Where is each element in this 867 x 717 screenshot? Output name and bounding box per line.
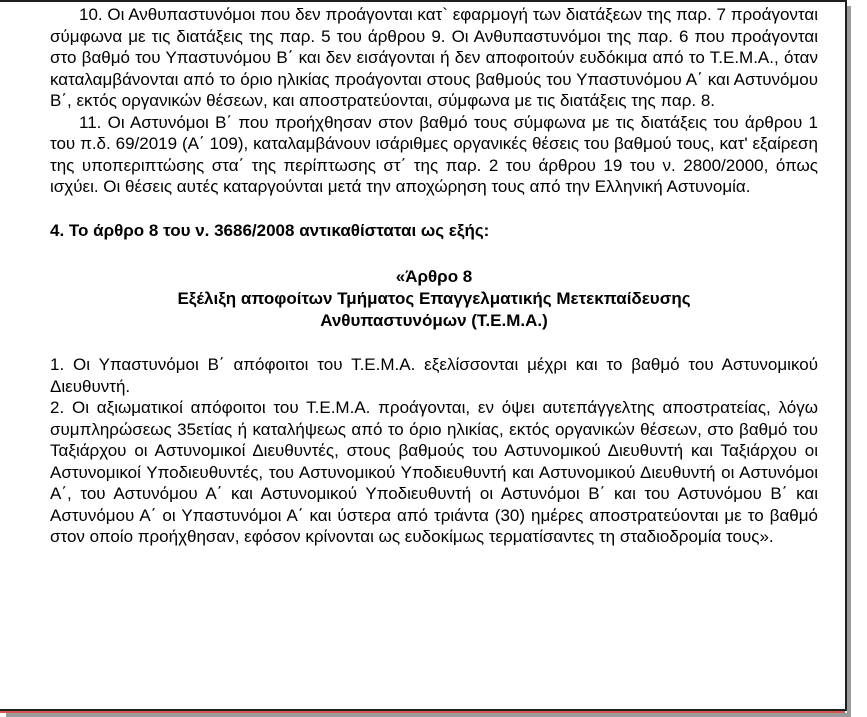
- paragraph-10: 10. Οι Ανθυπαστυνόμοι που δεν προάγονται κατ` εφαρμογή των διατάξεων της παρ. 7 προάγονται σύμφωνα με τις διατάξεις της παρ. 5 του άρθρου 9. Οι Ανθυπαστυνόμοι της παρ. 6 που προάγονται στο βαθμό του Υπαστυνόμου Β΄ και δεν εισάγονται ή δεν αποφοιτούν ευδόκιμα από το Τ.Ε.Μ.Α., όταν καταλαμβάνονται από το όριο ηλικίας προάγονται στους βαθμούς του Υπαστυνόμου Α΄ και Αστυνόμου Β΄, εκτός οργανικών θέσεων, και αποστρατεύονται, σύμφωνα με τις διατάξεις της παρ. 8.: [50, 5, 818, 110]
- article-title-line-1: Εξέλιξη αποφοίτων Τμήματος Επαγγελματικής Μετεκπαίδευσης: [177, 289, 691, 308]
- document-body: [50, 4, 818, 548]
- article-paragraph-2: 2. Οι αξιωματικοί απόφοιτοι του Τ.Ε.Μ.Α. προάγονται, εν όψει αυτεπάγγελτης αποστρατείας, λόγω συμπληρώσεως 35ετίας ή καταλήψεως από το όριο ηλικίας, εκτός οργανικών θέσεων, στο βαθμό του Ταξιάρχου οι Αστυνομικοί Διευθυντές, στους βαθμούς του Αστυνομικού Διευθυντή και Ταξιάρχου οι Αστυνομικοί Υποδιευθυντές, του Αστυνομικού Υποδιευθυντή και Αστυνομικού Διευθυντή οι Αστυνόμοι Α΄, του Αστυνόμου Α΄ και Αστυνομικού Υποδιευθυντή οι Αστυνόμοι Β΄ και του Αστυνόμου Β΄ και Αστυνόμου Α΄ οι Υπαστυνόμοι Α΄ και ύστερα από τριάντα (30) ημέρες αποστρατεύονται με το βαθμό στον οποίο προήχθησαν, εφόσον κρίνονται ως ευδοκίμως τερματίσαντες τη σταδιοδρομία τους».: [50, 398, 818, 546]
- paragraph-11: 11. Οι Αστυνόμοι Β΄ που προήχθησαν στον βαθμό τους σύμφωνα με τις διατάξεις του άρθρου 1 του π.δ. 69/2019 (Α΄ 109), καταλαμβάνουν ισάριθμες οργανικές θέσεις του βαθμού τους, κατ' εξαίρεση της υποπεριπτώσης στα΄ της περίπτωσης στ΄ της παρ. 2 του άρθρου 19 του ν. 2800/2000, όπως ισχύει. Οι θέσεις αυτές καταργούνται μετά την αποχώρηση τους από την Ελληνική Αστυνομία.: [50, 112, 818, 196]
- article-body: [50, 354, 818, 548]
- frame-right-shadow: [847, 6, 851, 715]
- article-number: «Άρθρο 8: [395, 267, 473, 286]
- section-heading: 4. Το άρθρο 8 του ν. 3686/2008 αντικαθίσταται ως εξής:: [50, 220, 490, 240]
- frame-top-border: [0, 0, 845, 2]
- article-title-block: [50, 266, 818, 332]
- article-title-line-2: Ανθυπαστυνόμων (Τ.Ε.Μ.Α.): [320, 311, 548, 330]
- article-paragraph-1: 1. Οι Υπαστυνόμοι Β΄ απόφοιτοι του Τ.Ε.Μ.Α. εξελίσσονται μέχρι και το βαθμό του Αστυνομικού Διευθυντή.: [50, 355, 818, 396]
- frame-bottom-shadow: [6, 713, 851, 717]
